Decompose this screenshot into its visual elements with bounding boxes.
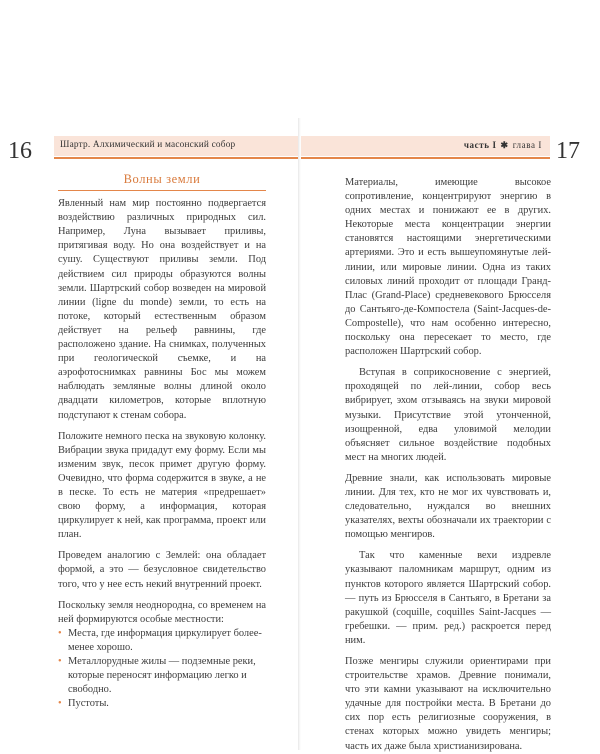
right-running-header <box>464 140 542 151</box>
left-paragraph: Явленный нам мир постоянно подвергается воздействию различных природных сил. Например, Луна вызывает приливы, притягивая воду. Но она воздействует и на сушу. Существуют приливы земли. Под действием сил природы образуются волны земли. Шартрский собор возведен на мировой линии (ligne du monde) земли, то есть на потоке, который естественным образом действует на рельеф равнины, где расположено здание. На снимках, полученных при геологической съемке, и на аэрофотоснимках равнины Бос мы можем наблюдать земляные волны длиной около двадцати километров, которые вплотную подступают к стенам собора. <box>58 198 266 421</box>
list-item-text: Места, где информация циркулирует более-менее хорошо. <box>68 627 262 653</box>
left-column <box>58 172 266 711</box>
right-paragraph: Древние знали, как использовать мировые линии. Для тех, кто не мог их чувствовать и, следовательно, нуждался во внешних указателях, вехты обозначали их траектории с помощью менгиров. <box>345 472 551 541</box>
right-paragraph: Позже менгиры служили ориентирами при строительстве храмов. Древние понимали, что эти камни указывают на исключительно удачные для постройки места. В Бретани до сих пор есть религиозные сооружения, в стенах которых можно увидеть менгиры; часть их даже была христианизирована. <box>345 656 551 752</box>
list-item-text: Металлорудные жилы — подземные реки, которые переносят информацию легко и свободно. <box>68 656 256 696</box>
left-header-rule <box>54 157 298 159</box>
right-page-number: 17 <box>556 138 580 164</box>
right-column <box>345 176 551 754</box>
star-separator-icon: ✱ <box>500 140 509 150</box>
right-paragraph: Материалы, имеющие высокое сопротивление, концентрируют энергию в одних местах и понижают ее в других. Некоторые места концентрации энергии становятся настоящими энергетическими артериями. Это и есть вышеупомянутые лей-линии, или мировые линии. Одна из таких силовых линий проходит от площади Гранд-Плас (Grand-Place) средневекового Брюсселя до Сантьяго-де-Компостела (Saint-Jacques-de-Compostelle), что нам особенно интересно, поскольку она пересекает то место, где расположен Шартрский собор. <box>345 177 551 358</box>
right-paragraph: Вступая в соприкосновение с энергией, проходящей по лей-линии, собор весь вибрирует, эхом отзываясь на звуки мировой музыки. Присутствие этой утонченной, изощренной, едва уловимой мелодии объясняет сильное воздействие подобных мест на многих людей. <box>345 367 551 463</box>
left-paragraph: Проведем аналогию с Землей: она обладает формой, а это — безусловное свидетельство того, что у нее есть некий внутренний проект. <box>58 550 266 590</box>
left-running-header: Шартр. Алхимический и масонский собор <box>60 140 236 150</box>
left-paragraph: Поскольку земля неоднородна, со временем на ней формируются особые местности: <box>58 599 266 625</box>
running-header-chapter: глава I <box>512 140 542 150</box>
bullet-icon: • <box>58 656 62 667</box>
left-page-number: 16 <box>8 138 32 164</box>
section-title: Волны земли <box>58 172 266 191</box>
list-item <box>58 627 266 655</box>
page-gutter <box>298 118 301 750</box>
bullet-icon: • <box>58 627 62 639</box>
list-item-text: Пустоты. <box>68 698 109 710</box>
bullet-list <box>58 627 266 712</box>
list-item <box>58 655 266 697</box>
running-header-part: часть I <box>463 140 497 150</box>
right-header-rule <box>301 157 550 159</box>
right-paragraph: Так что каменные вехи издревле указывают паломникам маршрут, одним из пунктов которого является Шартрский собор. — путь из Брюсселя в Сантьяго, в Бретани за ракушкой (coquille, coquilles Saint-Jacques — гребешки. — прим. ред.) раскроется перед ним. <box>345 550 551 646</box>
left-paragraph: Положите немного песка на звуковую колонку. Вибрации звука придадут ему форму. Если мы изменим звук, песок примет другую форму. Очевидно, что форма содержится в звуке, а не в песке. То есть не материя «предрешает» свою форму, а информация, которая циркулирует к ней, как программа, проект или план. <box>58 430 266 541</box>
list-item <box>58 697 266 711</box>
bullet-icon: • <box>58 698 62 710</box>
